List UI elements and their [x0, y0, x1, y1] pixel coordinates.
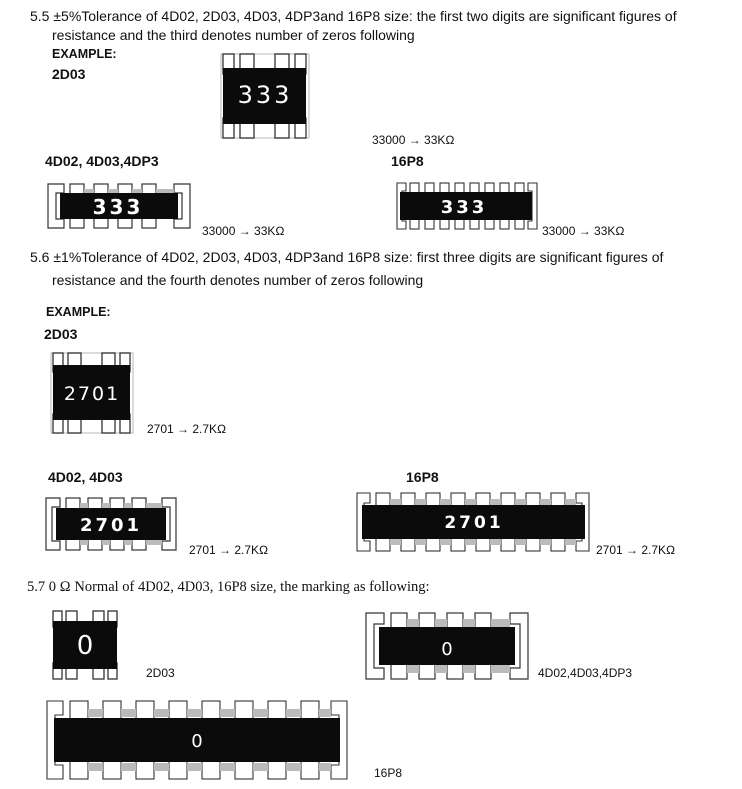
section-5-6-line1: 5.6 ±1%Tolerance of 4D02, 2D03, 4D03, 4DP3and 16P8 size: first three digits are significant figures of [30, 249, 664, 265]
chip-2d03-diagram [50, 609, 120, 681]
chip-2d03-label: 2D03 [44, 326, 78, 342]
chip-4d-label: 4D02, 4D03 [48, 469, 123, 485]
chip-marking: 2701 [63, 383, 121, 405]
chip-16p8-label: 16P8 [406, 469, 439, 485]
chip-2d03-caption: 33000 → 33KΩ [372, 133, 455, 147]
chip-marking: 2701 [444, 513, 504, 533]
example-label: EXAMPLE: [52, 47, 117, 61]
chip-16p8-caption: 2701 → 2.7KΩ [596, 543, 676, 557]
chip-marking: 2701 [79, 515, 143, 536]
chip-4d-caption: 33000 → 33KΩ [202, 224, 285, 238]
chip-2d03-label: 2D03 [52, 66, 86, 82]
chip-16p8-label: 16P8 [391, 153, 424, 169]
chip-marking: 0 [76, 631, 94, 661]
chip-marking: 333 [92, 195, 144, 219]
chip-marking: 0 [441, 639, 453, 660]
chip-16p8-diagram [46, 699, 348, 781]
chip-4d-caption: 4D02,4D03,4DP3 [538, 666, 633, 680]
chip-16p8-caption: 33000 → 33KΩ [542, 224, 625, 238]
section-5-7-line1: 5.7 0 Ω Normal of 4D02, 4D03, 16P8 size, the marking as following: [27, 579, 430, 595]
chip-4d-diagram [44, 495, 178, 553]
section-5-5-line1: 5.5 ±5%Tolerance of 4D02, 2D03, 4D03, 4DP3and 16P8 size: the first two digits are significant figures of [30, 8, 677, 24]
chip-4d-label: 4D02, 4D03,4DP3 [45, 153, 159, 169]
chip-2d03-diagram [50, 351, 134, 435]
chip-4d-diagram [46, 181, 192, 231]
chip-marking: 333 [440, 197, 488, 218]
chip-2d03-caption: 2701 → 2.7KΩ [147, 422, 227, 436]
chip-4d-caption: 2701 → 2.7KΩ [189, 543, 269, 557]
chip-marking: 333 [237, 81, 293, 109]
chip-marking: 0 [191, 731, 203, 752]
chip-4d-diagram [364, 610, 530, 682]
section-5-6-line2: resistance and the fourth denotes number of zeros following [52, 272, 424, 288]
example-label: EXAMPLE: [46, 305, 111, 319]
chip-2d03-caption: 2D03 [146, 666, 175, 680]
chip-16p8-diagram [356, 491, 590, 553]
chip-2d03-diagram [220, 52, 310, 140]
chip-16p8-caption: 16P8 [374, 766, 403, 780]
chip-16p8-diagram [396, 181, 538, 231]
section-5-5-line2: resistance and the third denotes number of zeros following [52, 27, 415, 43]
